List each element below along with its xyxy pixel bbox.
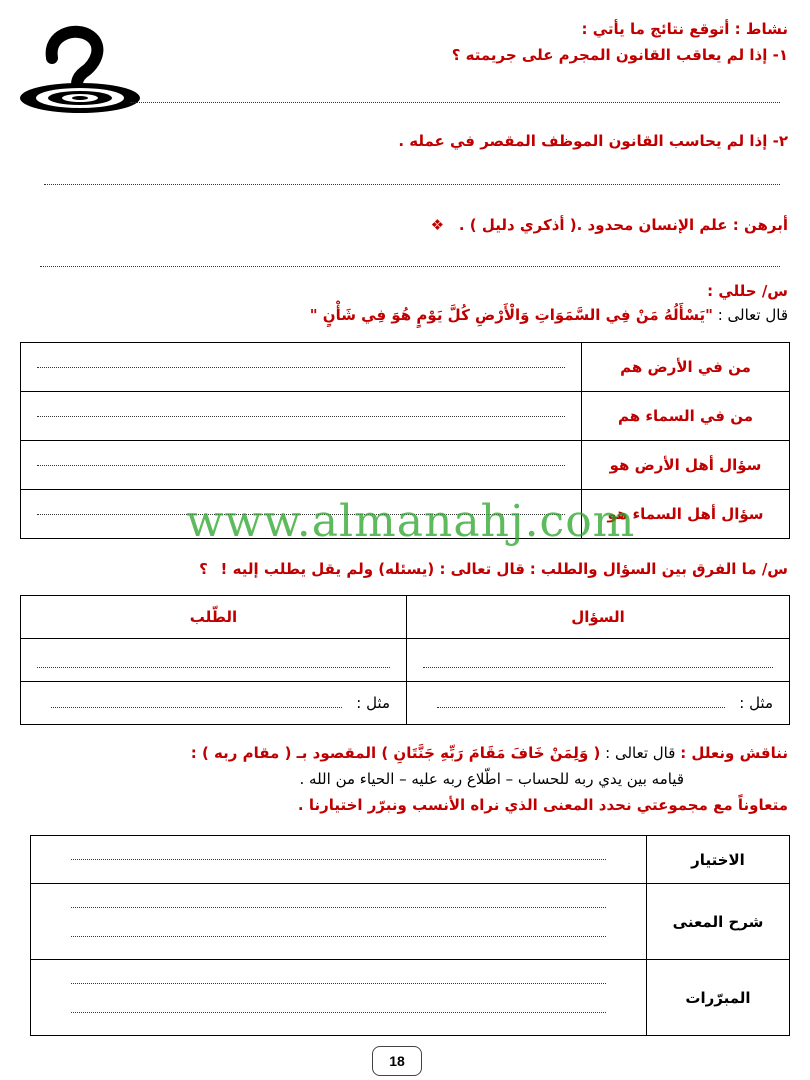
question-example[interactable] [407, 682, 790, 725]
justification-answer[interactable] [31, 960, 647, 1036]
difference-heading-3: ؟ [199, 560, 208, 578]
prove-text: أبرهن : علم الإنسان محدود .( أذكري دليل ) . [458, 216, 788, 234]
analyze-heading: س/ حللي : [707, 282, 788, 300]
discuss-verse: ( وَلِمَنْ خَافَ مَقَامَ رَبِّهِ جَنَّتَانِ ) المقصود بـ ( مقام ربه ) : [190, 744, 601, 762]
question-answer[interactable] [407, 639, 790, 682]
difference-heading-1: س/ ما الفرق بين السؤال والطلب : [529, 560, 788, 578]
discuss-heading: نناقش ونعلل : [680, 744, 788, 762]
meaning-answer[interactable] [31, 884, 647, 960]
verse-text: "يَسْأَلُهُ مَنْ فِي السَّمَوَاتِ وَالْأَرْضِ كُلَّ يَوْمٍ هُوَ فِي شَأْنٍ " [309, 306, 713, 324]
analyze-verse-line [310, 306, 788, 324]
difference-heading [199, 560, 788, 578]
analyze-label-3: سؤال أهل الأرض هو [582, 441, 790, 490]
discuss-table [30, 835, 790, 1036]
discuss-line [191, 744, 788, 762]
header-request: الطّلب [21, 596, 407, 639]
justification-label: المبرّرات [647, 960, 790, 1036]
discuss-intro: قال تعالى : [605, 744, 676, 762]
request-answer[interactable] [21, 639, 407, 682]
answer-line-3[interactable] [40, 266, 780, 267]
prove-item [431, 216, 788, 234]
activity-question-2: ٢- إذا لم يحاسب القانون الموظف المقصر في عمله . [398, 132, 788, 150]
difference-table [20, 595, 790, 725]
discuss-options: قيامه بين يدي ربه للحساب – اطّلاع ربه عليه – الحياء من الله . [299, 770, 684, 788]
verse-intro: قال تعالى : [717, 306, 788, 324]
request-example-label: مثل : [356, 694, 390, 712]
bullet-icon: ❖ [430, 216, 445, 234]
watermark: www.almanahj.com [186, 496, 636, 547]
analyze-answer-3[interactable] [21, 441, 582, 490]
answer-line-2[interactable] [44, 184, 780, 185]
header-question: السؤال [407, 596, 790, 639]
question-target-icon [18, 20, 146, 116]
discuss-cooperate: متعاوناً مع مجموعتي نحدد المعنى الذي نراه الأنسب ونبرّر اختيارنا . [297, 796, 788, 814]
activity-heading: نشاط : أتوقع نتائج ما يأتي : [581, 20, 788, 38]
answer-line-1[interactable] [130, 102, 780, 103]
choice-label: الاختيار [647, 836, 790, 884]
activity-question-1: ١- إذا لم يعاقب القانون المجرم على جريمته ؟ [451, 46, 788, 64]
analyze-label-4: سؤال أهل السماء هو [582, 490, 790, 539]
choice-answer[interactable] [31, 836, 647, 884]
page-number: 18 [372, 1046, 422, 1076]
analyze-answer-2[interactable] [21, 392, 582, 441]
analyze-label-2: من في السماء هم [582, 392, 790, 441]
analyze-answer-1[interactable] [21, 343, 582, 392]
request-example[interactable] [21, 682, 407, 725]
analyze-label-1: من في الأرض هم [582, 343, 790, 392]
difference-heading-2: قال تعالى : (يسئله) ولم يقل يطلب إليه ! [220, 560, 525, 578]
question-example-label: مثل : [739, 694, 773, 712]
meaning-label: شرح المعنى [647, 884, 790, 960]
